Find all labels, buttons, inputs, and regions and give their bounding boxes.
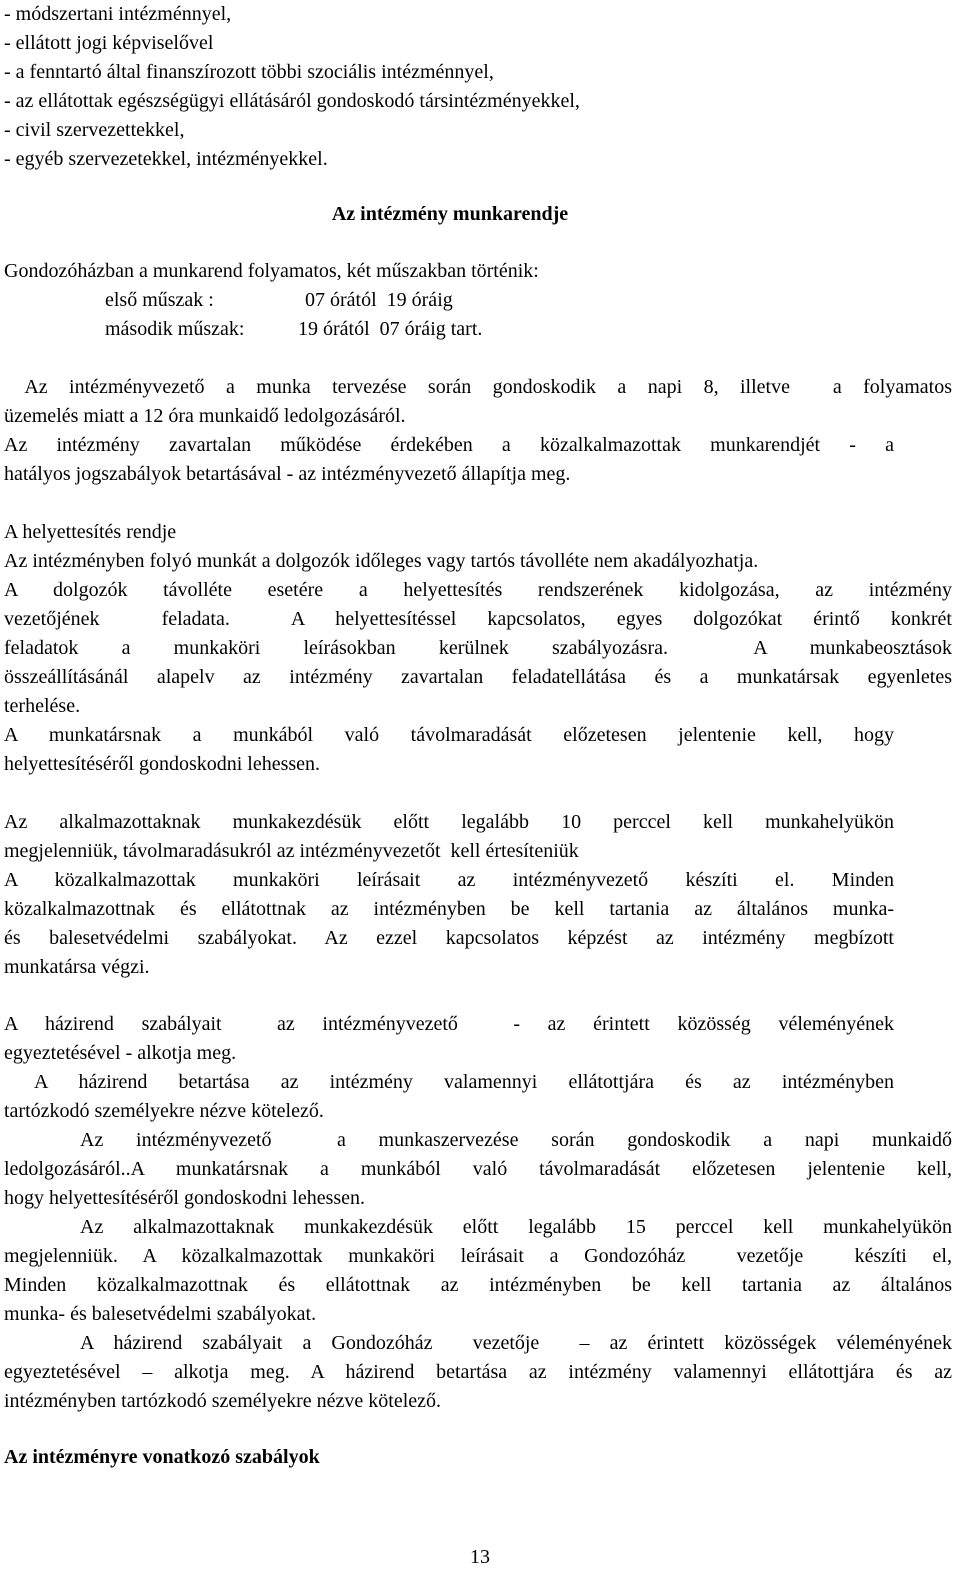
paragraph-line: összeállításánál alapelv az intézmény zavartalan feladatellátása és a munkatársak egyenletes [4,666,952,688]
shift-label: második műszak: [105,318,245,340]
section-heading-munkarend: Az intézmény munkarendje [331,203,569,225]
shift-time: 07 órától 19 óráig [305,289,453,311]
list-item: - az ellátottak egészségügyi ellátásáról gondoskodó társintézményekkel, [4,90,580,112]
paragraph-line: Az intézményben folyó munkát a dolgozók időleges vagy tartós távolléte nem akadályozhatja. [4,550,759,572]
paragraph-line: A munkatársnak a munkából való távolmaradását előzetesen jelentenie kell, hogy [4,724,894,746]
paragraph-line: Az intézményvezető a munkaszervezése során gondoskodik a napi munkaidő [80,1129,952,1151]
paragraph-line: közalkalmazottnak és ellátottnak az intézményben be kell tartania az általános munka- [4,898,894,920]
paragraph-line: intézményben tartózkodó személyekre nézve kötelező. [4,1390,442,1412]
paragraph-line: terhelése. [4,695,81,717]
paragraph-line: Az alkalmazottaknak munkakezdésük előtt legalább 10 perccel kell munkahelyükön [4,811,894,833]
paragraph-line: A házirend szabályait az intézményvezető - az érintett közösség véleményének [4,1013,894,1035]
paragraph-line: helyettesítéséről gondoskodni lehessen. [4,753,321,775]
paragraph-line: üzemelés miatt a 12 óra munkaidő ledolgozásáról. [4,405,406,427]
paragraph-line: Az alkalmazottaknak munkakezdésük előtt legalább 15 perccel kell munkahelyükön [80,1216,952,1238]
paragraph-line: egyeztetésével – alkotja meg. A házirend betartása az intézmény valamennyi ellátottjára és az [4,1361,952,1383]
paragraph-line: hatályos jogszabályok betartásával - az intézményvezető állapítja meg. [4,463,571,485]
paragraph-line: Minden közalkalmazottnak és ellátottnak az intézményben be kell tartania az általános [4,1274,952,1296]
paragraph-line: A házirend szabályait a Gondozóház vezetője – az érintett közösségek véleményének [80,1332,952,1354]
shift-label: első műszak : [105,289,214,311]
paragraph-line: és balesetvédelmi szabályokat. Az ezzel kapcsolatos képzést az intézmény megbízott [4,927,894,949]
shift-time: 19 órától 07 óráig tart. [298,318,483,340]
list-item: - a fenntartó által finanszírozott többi szociális intézménnyel, [4,61,494,83]
page-number: 13 [470,1546,490,1568]
list-item: - ellátott jogi képviselővel [4,32,214,54]
section-heading-helyettesites: A helyettesítés rendje [4,521,177,543]
paragraph-line: ledolgozásáról..A munkatársnak a munkából való távolmaradását előzetesen jelentenie kell, [4,1158,952,1180]
paragraph-line: A közalkalmazottak munkaköri leírásait az intézményvezető készíti el. Minden [4,869,894,891]
paragraph-line: A dolgozók távolléte esetére a helyettesítés rendszerének kidolgozása, az intézmény [4,579,952,601]
list-item: - módszertani intézménnyel, [4,3,232,25]
paragraph-line: egyeztetésével - alkotja meg. [4,1042,237,1064]
paragraph-line: hogy helyettesítéséről gondoskodni lehessen. [4,1187,366,1209]
paragraph-line: Az intézményvezető a munka tervezése során gondoskodik a napi 8, illetve a folyamatos [4,376,952,398]
paragraph-line: A házirend betartása az intézmény valamennyi ellátottjára és az intézményben [4,1071,894,1093]
paragraph-line: munka- és balesetvédelmi szabályokat. [4,1303,317,1325]
list-item: - civil szervezettekkel, [4,119,185,141]
paragraph-line: vezetőjének feladata. A helyettesítéssel kapcsolatos, egyes dolgozókat érintő konkrét [4,608,952,630]
list-item: - egyéb szervezetekkel, intézményekkel. [4,148,328,170]
paragraph-line: feladatok a munkaköri leírásokban kerülnek szabályozásra. A munkabeosztások [4,637,952,659]
paragraph-line: megjelenniük. A közalkalmazottak munkaköri leírásait a Gondozóház vezetője készíti el, [4,1245,952,1267]
paragraph-line: tartózkodó személyekre nézve kötelező. [4,1100,324,1122]
paragraph-line: megjelenniük, távolmaradásukról az intézményvezetőt kell értesíteniük [4,840,579,862]
paragraph-line: munkatársa végzi. [4,956,150,978]
section-heading-szabalyok: Az intézményre vonatkozó szabályok [4,1446,320,1468]
paragraph-line: Az intézmény zavartalan működése érdekében a közalkalmazottak munkarendjét - a [4,434,894,456]
paragraph-line: Gondozóházban a munkarend folyamatos, két műszakban történik: [4,260,539,282]
